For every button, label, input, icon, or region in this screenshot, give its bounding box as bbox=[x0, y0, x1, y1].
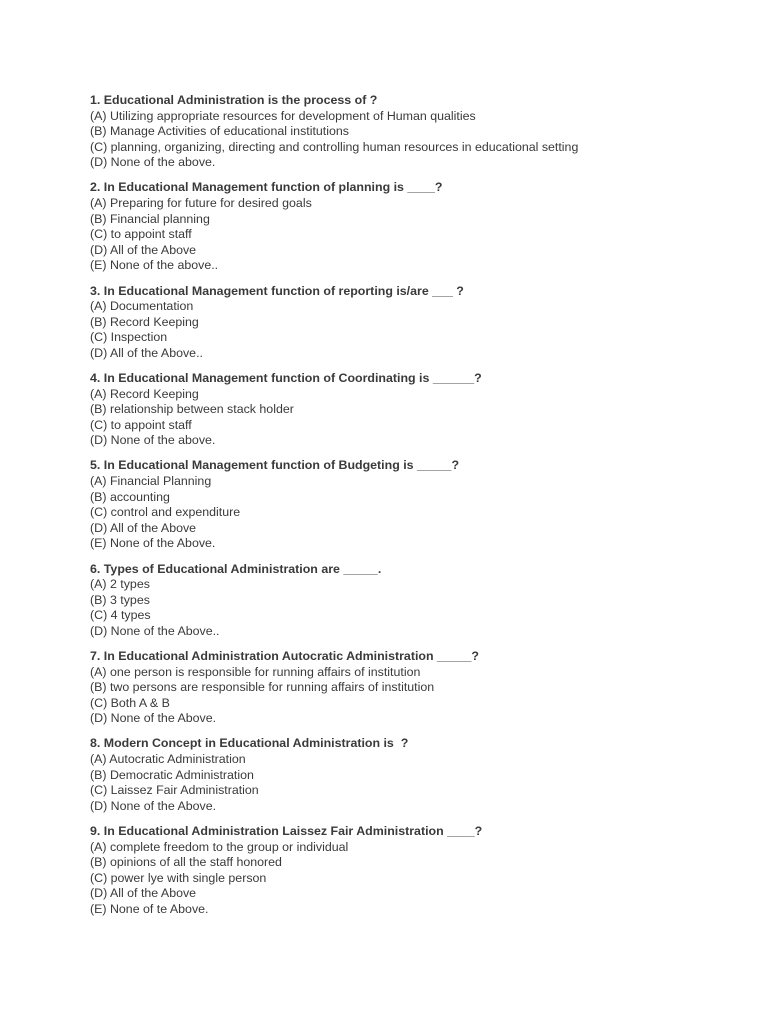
option-b: (B) Democratic Administration bbox=[90, 767, 254, 782]
option-a: (A) Utilizing appropriate resources for development of Human qualities bbox=[90, 108, 476, 123]
option-a: (A) Preparing for future for desired goals bbox=[90, 196, 312, 211]
option-c: (C) control and expenditure bbox=[90, 505, 241, 520]
option-b: (B) Financial planning bbox=[90, 211, 210, 226]
option-b: (B) Manage Activities of educational institutions bbox=[90, 124, 349, 139]
question-6 bbox=[90, 562, 768, 640]
option-c: (C) planning, organizing, directing and controlling human resources in educational setting bbox=[90, 139, 579, 154]
option-a: (A) Financial Planning bbox=[90, 474, 212, 489]
question-2 bbox=[90, 180, 768, 274]
question-1 bbox=[90, 93, 768, 171]
question-text: 2. In Educational Management function of planning is ____? bbox=[90, 180, 443, 195]
option-c: (C) power lye with single person bbox=[90, 870, 267, 885]
question-text: 7. In Educational Administration Autocratic Administration _____? bbox=[90, 649, 479, 663]
option-d: (D) All of the Above.. bbox=[90, 345, 203, 360]
option-d: (D) All of the Above bbox=[90, 242, 197, 257]
option-a: (A) Documentation bbox=[90, 299, 194, 314]
option-c: (C) Both A & B bbox=[90, 695, 170, 710]
option-d: (D) None of the Above. bbox=[90, 798, 217, 813]
question-text: 8. Modern Concept in Educational Administration is ? bbox=[90, 736, 409, 751]
question-3 bbox=[90, 284, 768, 362]
option-e: (E) None of te Above. bbox=[90, 901, 209, 916]
option-b: (B) 3 types bbox=[90, 592, 150, 607]
option-c: (C) 4 types bbox=[90, 608, 151, 623]
option-d: (D) All of the Above bbox=[90, 886, 197, 901]
question-text: 9. In Educational Administration Laissez Fair Administration ____? bbox=[90, 823, 483, 838]
option-d: (D) None of the Above.. bbox=[90, 623, 220, 638]
question-text: 3. In Educational Management function of reporting is/are ___ ? bbox=[90, 283, 464, 298]
question-text: 6. Types of Educational Administration are _____. bbox=[90, 561, 382, 576]
option-b: (B) opinions of all the staff honored bbox=[90, 855, 282, 870]
option-b: (B) two persons are responsible for running affairs of institution bbox=[90, 680, 435, 695]
option-c: (C) Laissez Fair Administration bbox=[90, 783, 259, 798]
option-d: (D) None of the Above. bbox=[90, 711, 217, 726]
option-a: (A) Record Keeping bbox=[90, 386, 199, 401]
question-8 bbox=[90, 736, 768, 814]
option-e: (E) None of the above.. bbox=[90, 258, 219, 273]
question-7 bbox=[90, 649, 768, 727]
option-a: (A) one person is responsible for running affairs of institution bbox=[90, 664, 421, 679]
question-text: 5. In Educational Management function of Budgeting is _____? bbox=[90, 458, 460, 473]
option-b: (B) Record Keeping bbox=[90, 314, 199, 329]
option-c: (C) to appoint staff bbox=[90, 417, 192, 432]
option-c: (C) to appoint staff bbox=[90, 227, 192, 242]
question-9 bbox=[90, 824, 768, 918]
option-b: (B) accounting bbox=[90, 489, 170, 504]
question-text: 4. In Educational Management function of Coordinating is ______? bbox=[90, 371, 482, 385]
option-e: (E) None of the Above. bbox=[90, 536, 216, 551]
option-a: (A) 2 types bbox=[90, 577, 150, 592]
question-5 bbox=[90, 458, 768, 552]
option-b: (B) relationship between stack holder bbox=[90, 402, 294, 417]
option-d: (D) None of the above. bbox=[90, 155, 216, 170]
option-d: (D) None of the above. bbox=[90, 433, 216, 448]
question-text: 1. Educational Administration is the process of ? bbox=[90, 93, 378, 107]
option-c: (C) Inspection bbox=[90, 330, 168, 345]
question-4 bbox=[90, 371, 768, 449]
option-a: (A) complete freedom to the group or individual bbox=[90, 839, 349, 854]
option-a: (A) Autocratic Administration bbox=[90, 752, 246, 767]
option-d: (D) All of the Above bbox=[90, 520, 197, 535]
